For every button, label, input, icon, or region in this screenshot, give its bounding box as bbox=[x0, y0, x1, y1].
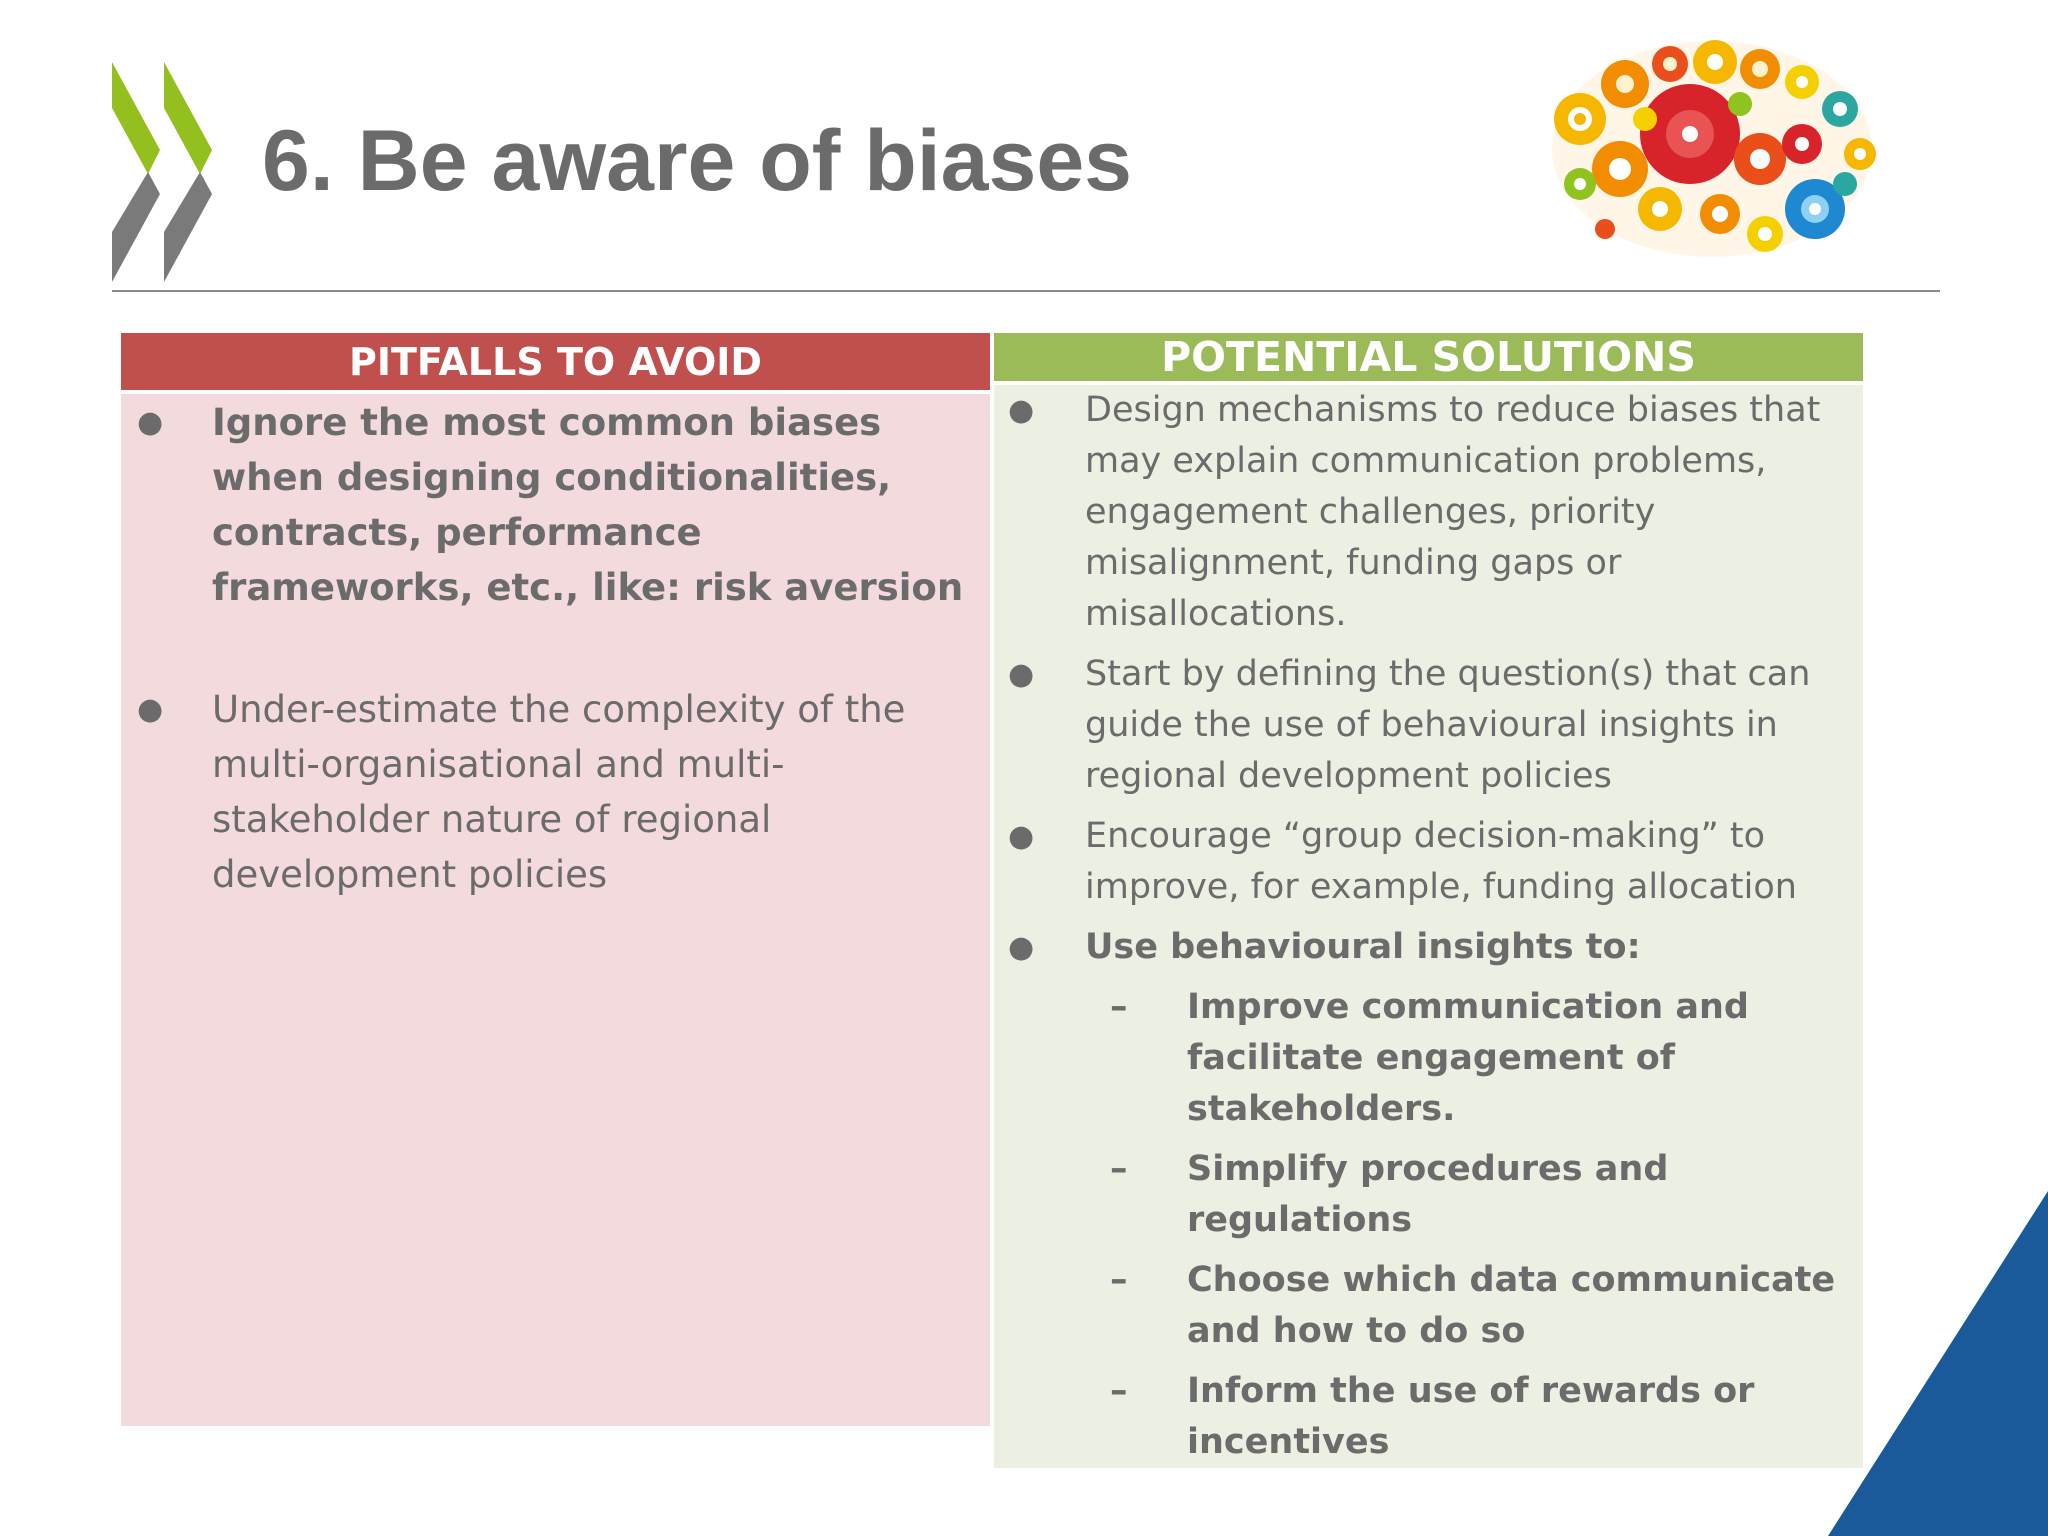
comparison-table bbox=[121, 333, 1863, 1462]
list-item bbox=[994, 811, 1847, 913]
sub-item-text: Inform the use of rewards or incentives bbox=[1187, 1371, 1755, 1462]
dash-icon: – bbox=[1110, 987, 1128, 1027]
solutions-column bbox=[994, 333, 1863, 1462]
sub-list-item bbox=[994, 1144, 1847, 1246]
bullet-icon: ● bbox=[1008, 930, 1035, 965]
bullet-icon: ● bbox=[137, 405, 164, 440]
sub-item-text: Choose which data communicate and how to do so bbox=[1187, 1260, 1836, 1351]
dash-icon: – bbox=[1110, 1371, 1128, 1411]
pitfall-text: Ignore the most common biases when designing conditionalities, contracts, performance frameworks, etc., like: risk aversion bbox=[212, 401, 964, 609]
solution-text: Encourage “group decision-making” to improve, for example, funding allocation bbox=[1085, 816, 1797, 907]
title-divider bbox=[112, 290, 1940, 292]
blue-corner-triangle bbox=[1828, 1191, 2048, 1536]
colorful-gears-brain-icon bbox=[1540, 24, 1885, 274]
sub-list-item bbox=[994, 982, 1847, 1135]
dash-icon: – bbox=[1110, 1260, 1128, 1300]
solutions-header: POTENTIAL SOLUTIONS bbox=[994, 333, 1863, 381]
bullet-icon: ● bbox=[1008, 393, 1035, 428]
bullet-icon: ● bbox=[137, 692, 164, 727]
pitfalls-body bbox=[121, 394, 990, 1426]
solution-text: Use behavioural insights to: bbox=[1085, 927, 1641, 967]
sub-item-text: Simplify procedures and regulations bbox=[1187, 1149, 1669, 1240]
list-item bbox=[994, 649, 1847, 802]
pitfalls-header: PITFALLS TO AVOID bbox=[121, 333, 990, 390]
solution-text: Start by defining the question(s) that can guide the use of behavioural insights in regional development policies bbox=[1085, 654, 1811, 796]
solution-text: Design mechanisms to reduce biases that may explain communication problems, engagement challenges, priority misalignment, funding gaps or misallocations. bbox=[1085, 390, 1821, 634]
oecd-double-chevron-icon bbox=[108, 62, 223, 282]
sub-item-text: Improve communication and facilitate engagement of stakeholders. bbox=[1187, 987, 1749, 1129]
bullet-icon: ● bbox=[1008, 657, 1035, 692]
solutions-body bbox=[994, 385, 1863, 1468]
sub-list-item bbox=[994, 1366, 1847, 1468]
list-item bbox=[994, 385, 1847, 640]
list-item bbox=[121, 395, 970, 615]
pitfall-text: Under-estimate the complexity of the multi-organisational and multi-stakeholder nature of regional development policies bbox=[212, 688, 906, 896]
pitfalls-column bbox=[121, 333, 990, 1426]
dash-icon: – bbox=[1110, 1149, 1128, 1189]
list-item bbox=[121, 682, 970, 902]
bullet-icon: ● bbox=[1008, 819, 1035, 854]
page-title: 6. Be aware of biases bbox=[262, 113, 1132, 209]
sub-list-item bbox=[994, 1255, 1847, 1357]
list-item bbox=[994, 922, 1847, 973]
